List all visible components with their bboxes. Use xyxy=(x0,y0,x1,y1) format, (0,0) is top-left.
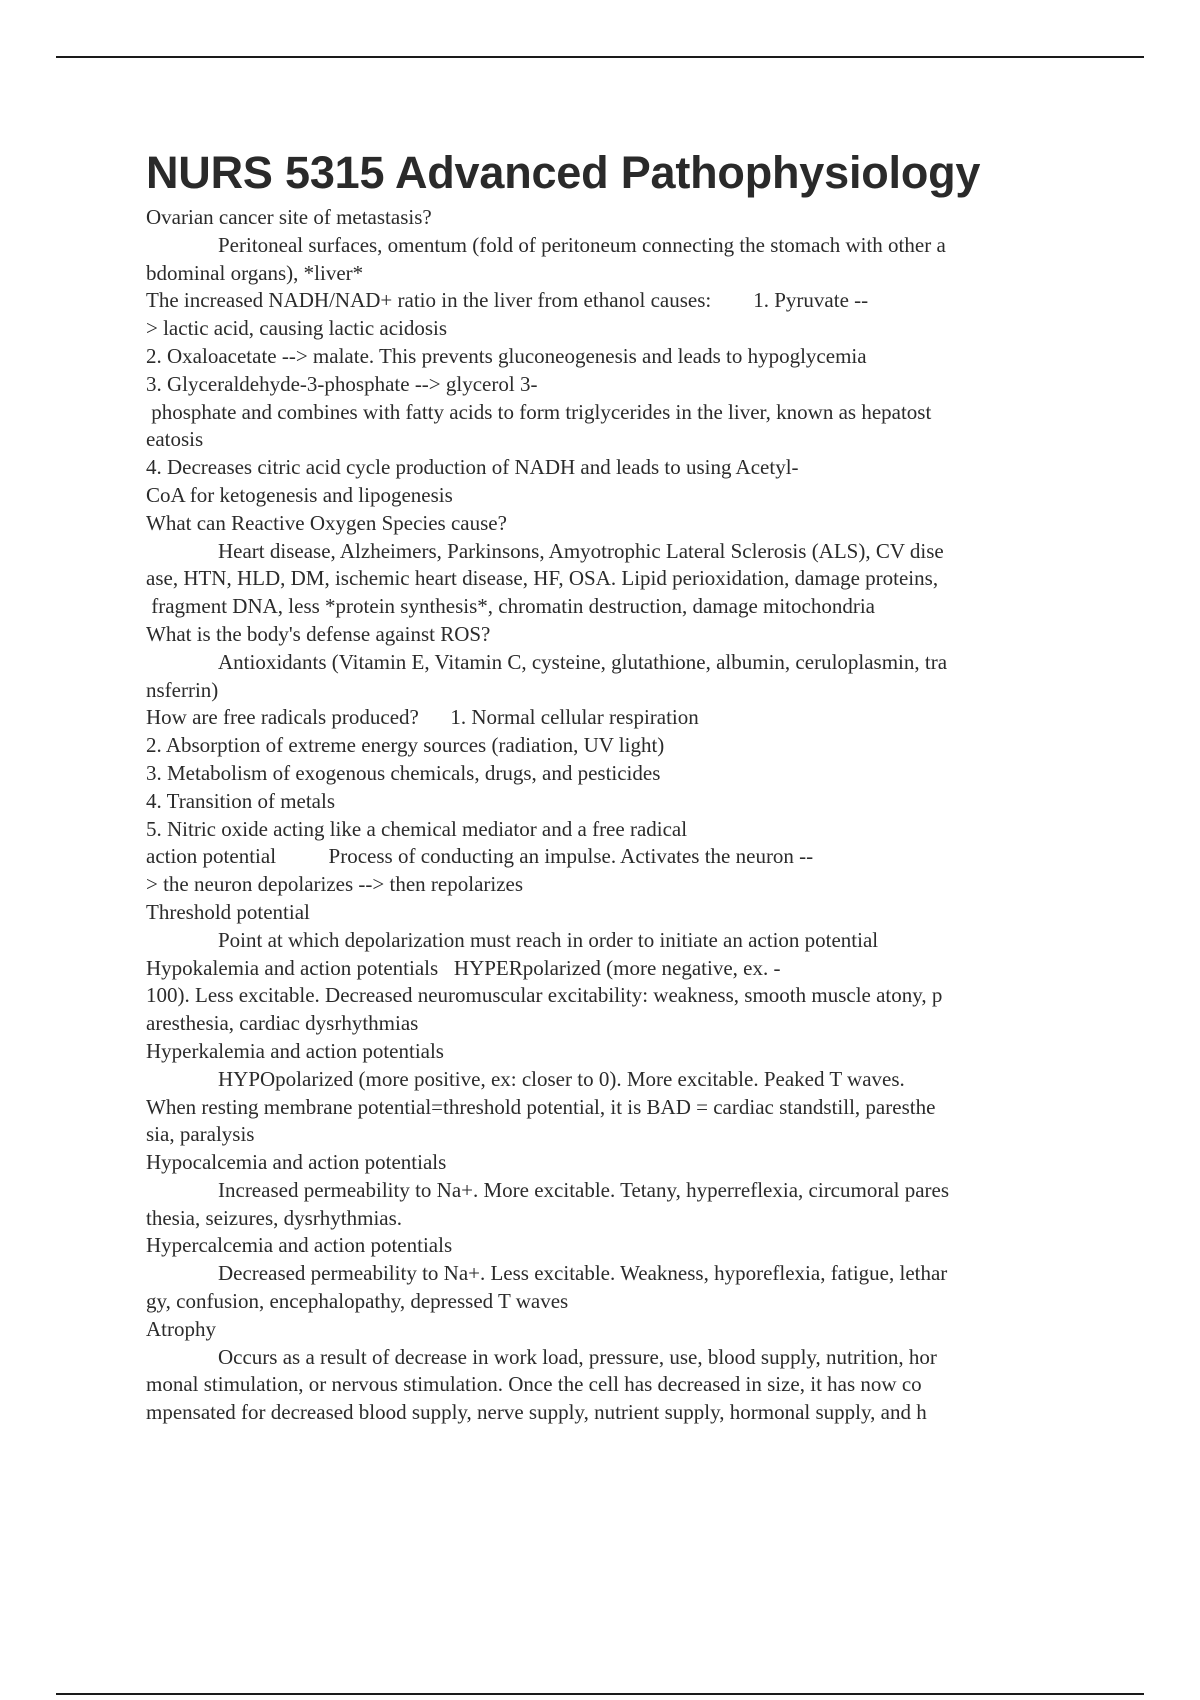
text-line: 4. Decreases citric acid cycle production of NADH and leads to using Acetyl- xyxy=(146,455,799,480)
text-line: Occurs as a result of decrease in work load, pressure, use, blood supply, nutrition, hor xyxy=(218,1344,937,1369)
text-line: 4. Transition of metals xyxy=(146,788,336,813)
text-line: Atrophy xyxy=(146,1316,216,1341)
document-text xyxy=(146,204,1090,1427)
text-line: 5. Nitric oxide acting like a chemical mediator and a free radical xyxy=(146,816,688,841)
text-line: phosphate and combines with fatty acids to form triglycerides in the liver, known as hepatost xyxy=(146,399,932,424)
text-line: ase, HTN, HLD, DM, ischemic heart disease, HF, OSA. Lipid perioxidation, damage proteins, xyxy=(146,566,939,591)
text-line: CoA for ketogenesis and lipogenesis xyxy=(146,482,453,507)
text-line: When resting membrane potential=threshold potential, it is BAD = cardiac standstill, paresthe xyxy=(146,1094,936,1119)
text-line: What is the body's defense against ROS? xyxy=(146,621,491,646)
text-line: Point at which depolarization must reach in order to initiate an action potential xyxy=(218,927,879,952)
text-line: > the neuron depolarizes --> then repolarizes xyxy=(146,872,524,897)
text-line: Ovarian cancer site of metastasis? xyxy=(146,205,432,229)
text-line: aresthesia, cardiac dysrhythmias xyxy=(146,1011,419,1036)
text-line: thesia, seizures, dysrhythmias. xyxy=(146,1205,403,1230)
text-line: eatosis xyxy=(146,427,204,452)
text-line: gy, confusion, encephalopathy, depressed T waves xyxy=(146,1289,569,1314)
text-line: How are free radicals produced? 1. Normal cellular respiration xyxy=(146,705,699,730)
text-line: The increased NADH/NAD+ ratio in the liver from ethanol causes: 1. Pyruvate -- xyxy=(146,288,869,313)
text-line: Hypokalemia and action potentials HYPERpolarized (more negative, ex. - xyxy=(146,955,781,980)
document-body xyxy=(146,142,1090,1427)
text-line: mpensated for decreased blood supply, nerve supply, nutrient supply, hormonal supply, and h xyxy=(146,1400,927,1425)
text-line: Increased permeability to Na+. More excitable. Tetany, hyperreflexia, circumoral pares xyxy=(218,1177,950,1202)
document-title: NURS 5315 Advanced Pathophysiology xyxy=(146,147,981,198)
text-line: Threshold potential xyxy=(146,899,310,924)
text-line: sia, paralysis xyxy=(146,1122,255,1147)
text-line: 2. Absorption of extreme energy sources (radiation, UV light) xyxy=(146,733,665,758)
text-line: Decreased permeability to Na+. Less excitable. Weakness, hyporeflexia, fatigue, lethar xyxy=(218,1261,948,1286)
text-line: Heart disease, Alzheimers, Parkinsons, Amyotrophic Lateral Sclerosis (ALS), CV dise xyxy=(218,538,944,563)
text-line: 3. Glyceraldehyde-3-phosphate --> glycerol 3- xyxy=(146,371,538,396)
text-line: Hypocalcemia and action potentials xyxy=(146,1150,447,1175)
text-line: 100). Less excitable. Decreased neuromuscular excitability: weakness, smooth muscle atony, p xyxy=(146,983,943,1008)
bottom-rule xyxy=(56,1693,1144,1695)
text-line: Hyperkalemia and action potentials xyxy=(146,1038,444,1063)
text-line: > lactic acid, causing lactic acidosis xyxy=(146,316,448,341)
text-line: 3. Metabolism of exogenous chemicals, drugs, and pesticides xyxy=(146,760,661,785)
text-line: bdominal organs), *liver* xyxy=(146,260,364,285)
text-line: HYPOpolarized (more positive, ex: closer to 0). More excitable. Peaked T waves. xyxy=(218,1066,905,1091)
text-line: nsferrin) xyxy=(146,677,219,702)
text-line: monal stimulation, or nervous stimulation. Once the cell has decreased in size, it has now co xyxy=(146,1372,922,1397)
text-line: action potential Process of conducting an impulse. Activates the neuron -- xyxy=(146,844,814,869)
top-rule xyxy=(56,56,1144,58)
text-line: 2. Oxaloacetate --> malate. This prevents gluconeogenesis and leads to hypoglycemia xyxy=(146,343,867,368)
text-line: Hypercalcemia and action potentials xyxy=(146,1233,453,1258)
text-line: fragment DNA, less *protein synthesis*, chromatin destruction, damage mitochondria xyxy=(146,594,876,619)
text-line: Antioxidants (Vitamin E, Vitamin C, cysteine, glutathione, albumin, ceruloplasmin, tra xyxy=(218,649,948,674)
text-line: Peritoneal surfaces, omentum (fold of peritoneum connecting the stomach with other a xyxy=(218,232,946,257)
text-line: What can Reactive Oxygen Species cause? xyxy=(146,510,507,535)
